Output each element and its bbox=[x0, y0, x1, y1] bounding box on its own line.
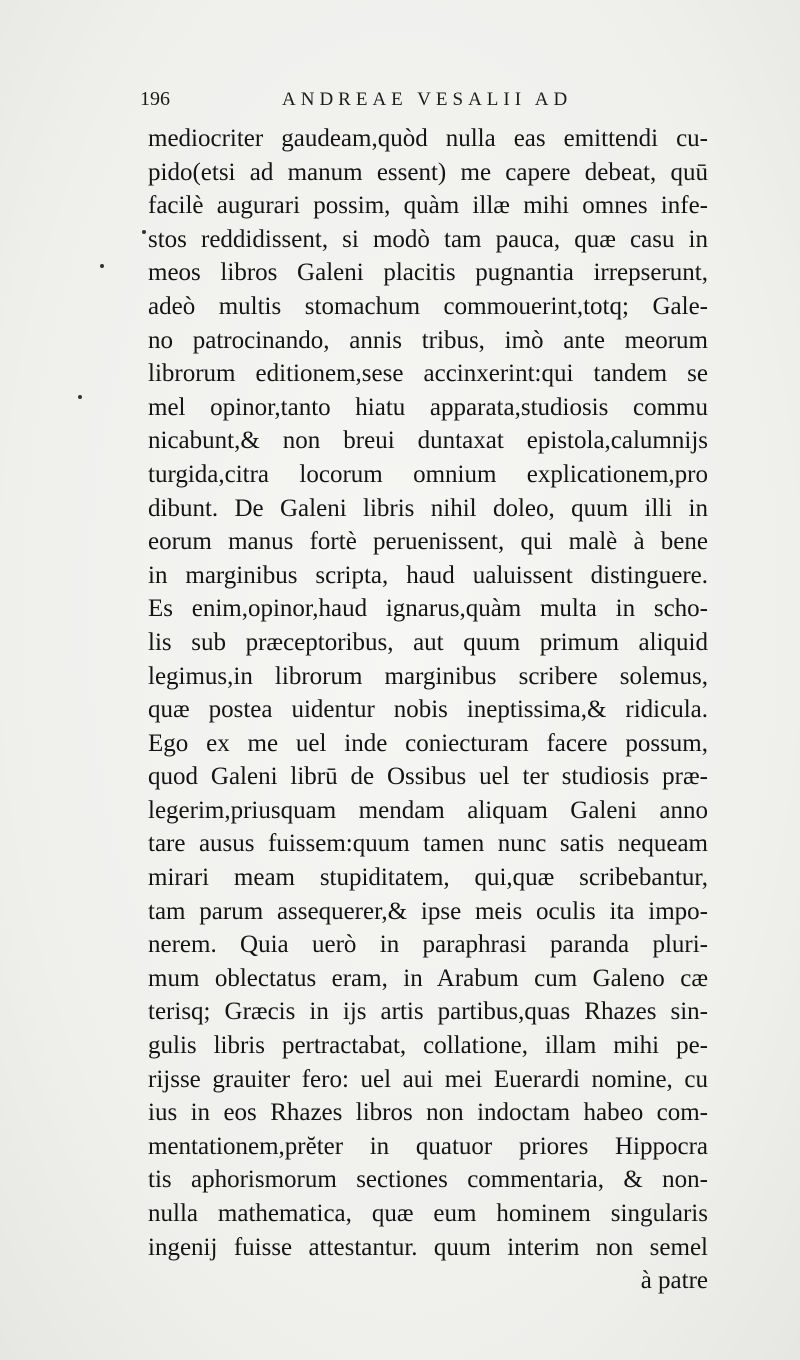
text-line: mum oblectatus eram, in Arabum cum Galeno cæ bbox=[148, 964, 708, 992]
margin-mark bbox=[142, 230, 146, 234]
text-line: adeò multis stomachum commouerint,totq; Gale- bbox=[148, 292, 708, 320]
text-line: quod Galeni librū de Ossibus uel ter studiosis præ- bbox=[148, 763, 708, 791]
text-line: nulla mathematica, quæ eum hominem singularis bbox=[148, 1200, 708, 1227]
text-line: terisq; Græcis in ijs artis partibus,quas Rhazes sin- bbox=[148, 998, 708, 1026]
text-line: gulis libris pertractabat, collatione, illam mihi pe- bbox=[148, 1032, 708, 1060]
text-line: mentationem,prĕter in quatuor priores Hippocra bbox=[148, 1132, 708, 1160]
text-line: mirari meam stupiditatem, qui,quæ scribebantur, bbox=[148, 864, 708, 892]
text-line: tis aphorismorum sectiones commentaria, & non- bbox=[148, 1166, 708, 1194]
text-line: mediocriter gaudeam,quòd nulla eas emittendi cu- bbox=[148, 125, 708, 152]
text-line: turgida,citra locorum omnium explicationem,pro bbox=[148, 460, 708, 488]
text-line: ius in eos Rhazes libros non indoctam habeo com- bbox=[148, 1099, 708, 1127]
text-line: ingenij fuisse attestantur. quum interim non semel bbox=[148, 1233, 708, 1261]
margin-mark bbox=[100, 264, 104, 268]
text-line: mel opinor,tanto hiatu apparata,studiosis commu bbox=[148, 393, 708, 421]
text-line: in marginibus scripta, haud ualuissent distinguere. bbox=[148, 561, 708, 589]
text-line: legerim,priusquam mendam aliquam Galeni anno bbox=[148, 796, 708, 824]
text-line: no patrocinando, annis tribus, imò ante meorum bbox=[148, 326, 708, 354]
text-line: nicabunt,& non breui duntaxat epistola,calumnijs bbox=[148, 427, 708, 455]
text-line: rijsse grauiter fero: uel aui mei Euerardi nomine, cu bbox=[148, 1065, 708, 1093]
text-line: dibunt. De Galeni libris nihil doleo, quum illi in bbox=[148, 494, 708, 522]
text-line: tam parum assequerer,& ipse meis oculis ita impo- bbox=[148, 897, 708, 925]
text-line: facilè augurari possim, quàm illæ mihi omnes infe- bbox=[148, 192, 708, 220]
text-line: legimus,in librorum marginibus scribere solemus, bbox=[148, 662, 708, 690]
text-line: Es enim,opinor,haud ignarus,quàm multa in scho- bbox=[148, 595, 708, 623]
text-line: lis sub præceptoribus, aut quum primum aliquid bbox=[148, 628, 708, 656]
text-line: librorum editionem,sese accinxerint:qui tandem se bbox=[148, 360, 708, 388]
running-head: ANDREAE VESALII AD bbox=[282, 89, 573, 110]
text-line: tare ausus fuissem:quum tamen nunc satis nequeam bbox=[148, 830, 708, 858]
text-line: stos reddidissent, si modò tam pauca, quæ casu in bbox=[148, 225, 708, 253]
margin-mark bbox=[78, 395, 82, 399]
text-line: meos libros Galeni placitis pugnantia irrepserunt, bbox=[148, 259, 708, 287]
body-text bbox=[148, 122, 708, 1298]
text-line: Ego ex me uel inde coniecturam facere possum, bbox=[148, 729, 708, 757]
text-line: eorum manus fortè peruenissent, qui malè à bene bbox=[148, 528, 708, 556]
text-line: nerem. Quia uerò in paraphrasi paranda pluri- bbox=[148, 931, 708, 959]
text-line: quæ postea uidentur nobis ineptissima,& ridicula. bbox=[148, 696, 708, 724]
page-number: 196 bbox=[140, 88, 170, 110]
page-header bbox=[140, 88, 660, 116]
catchword: à patre bbox=[640, 1267, 708, 1295]
text-line: pido(etsi ad manum essent) me capere debeat, quū bbox=[148, 158, 708, 186]
